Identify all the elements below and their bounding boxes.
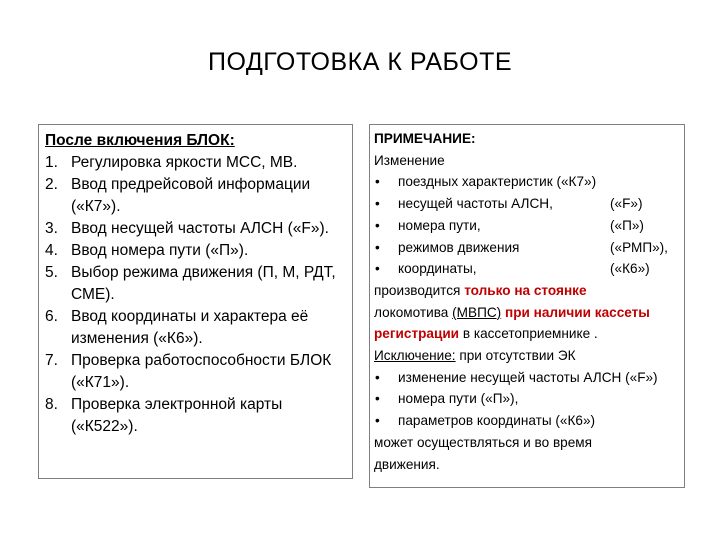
startup-steps-box (38, 124, 353, 479)
page-title: ПОДГОТОВКА К РАБОТЕ (207, 48, 513, 76)
note-heading: ПРИМЕЧАНИЕ: (374, 131, 476, 146)
bullet-icon: • (375, 391, 380, 407)
footer-line: движения. (374, 456, 440, 472)
change-item: • режимов движения («РМП»), (374, 237, 680, 259)
locomotive-line: локомотива (МВПС) при наличии кассеты (374, 304, 650, 320)
change-item: • номера пути, («П») (374, 215, 680, 237)
step-item: 3. Ввод несущей частоты АЛСН («F»). (45, 220, 329, 237)
bullet-icon: • (375, 369, 380, 385)
exception-item: • изменение несущей частоты АЛСН («F») (374, 367, 680, 389)
steps-list (45, 152, 347, 438)
exception-item: • параметров координаты («К6») (374, 410, 680, 432)
step-item: 8. Проверка электронной карты («К522»). (45, 396, 283, 435)
step-item: 1. Регулировка яркости МСС, МВ. (45, 154, 298, 171)
bullet-icon: • (375, 413, 380, 429)
bullet-icon: • (375, 239, 380, 255)
step-item: 5. Выбор режима движения (П, М, РДТ, СМЕ). (45, 264, 336, 303)
steps-heading: После включения БЛОК: (45, 132, 235, 149)
bullet-icon: • (375, 174, 380, 190)
change-item: • координаты, («К6») (374, 258, 680, 280)
exception-item: • номера пути («П»), (374, 388, 680, 410)
step-item: 6. Ввод координаты и характера её изменения («К6»). (45, 308, 309, 347)
note-box (369, 124, 685, 488)
footer-line: может осуществляться и во время (374, 434, 592, 450)
bullet-icon: • (375, 261, 380, 277)
step-item: 4. Ввод номера пути («П»). (45, 242, 249, 259)
receiver-line: регистрации в кассетоприемнике . (374, 326, 598, 342)
exception-line: Исключение: при отсутствии ЭК (374, 348, 576, 364)
change-label: Изменение (374, 152, 445, 168)
bullet-icon: • (375, 217, 380, 233)
step-item: 7. Проверка работоспособности БЛОК («К71»). (45, 352, 332, 391)
performed-line: производится только на стоянке (374, 282, 587, 298)
change-item: • поездных характеристик («К7») (374, 171, 680, 193)
step-item: 2. Ввод предрейсовой информации («К7»). (45, 176, 311, 215)
change-item: • несущей частоты АЛСН, («F») (374, 193, 680, 215)
bullet-icon: • (375, 196, 380, 212)
